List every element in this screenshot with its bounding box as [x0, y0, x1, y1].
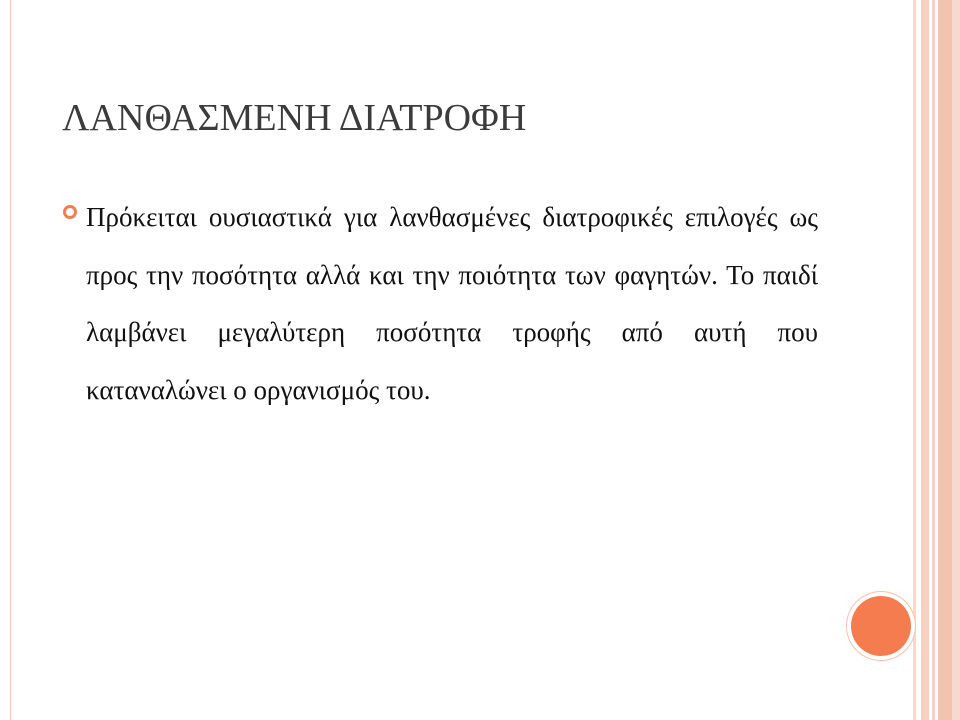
right-decor-stripe — [913, 0, 916, 720]
right-decor-stripe — [938, 0, 952, 720]
right-decor-stripe — [921, 0, 929, 720]
right-decor-stripe — [932, 0, 935, 720]
bullet-paragraph: Πρόκειται ουσιαστικά για λανθασμένες διατροφικές επιλογές ως προς την ποσότητα αλλά και την ποιότητα των φαγητών. Το παιδί λαμβάνει μεγαλύτερη ποσότητα τροφής από αυτή που καταναλώνει ο οργανισμός του. — [86, 202, 818, 405]
decorative-circle — [851, 596, 911, 656]
ring-bullet-icon — [62, 204, 78, 220]
slide-title: ΛΑΝΘΑΣΜΕΝΗ ΔΙΑΤΡΟΦΗ — [62, 97, 527, 139]
left-border-line — [10, 0, 11, 720]
right-decor-stripe — [952, 0, 960, 720]
